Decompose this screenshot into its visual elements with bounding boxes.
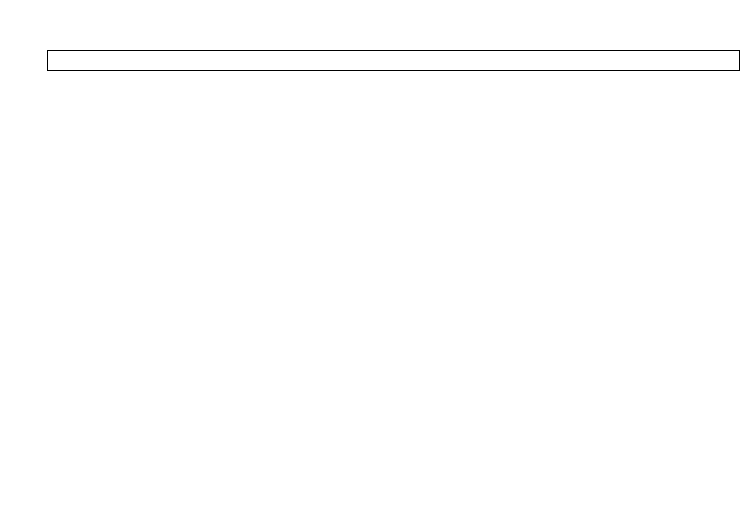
section-title [48, 51, 740, 71]
section-row [48, 51, 740, 71]
table-body-section [48, 51, 740, 71]
procedures-table [47, 50, 740, 71]
